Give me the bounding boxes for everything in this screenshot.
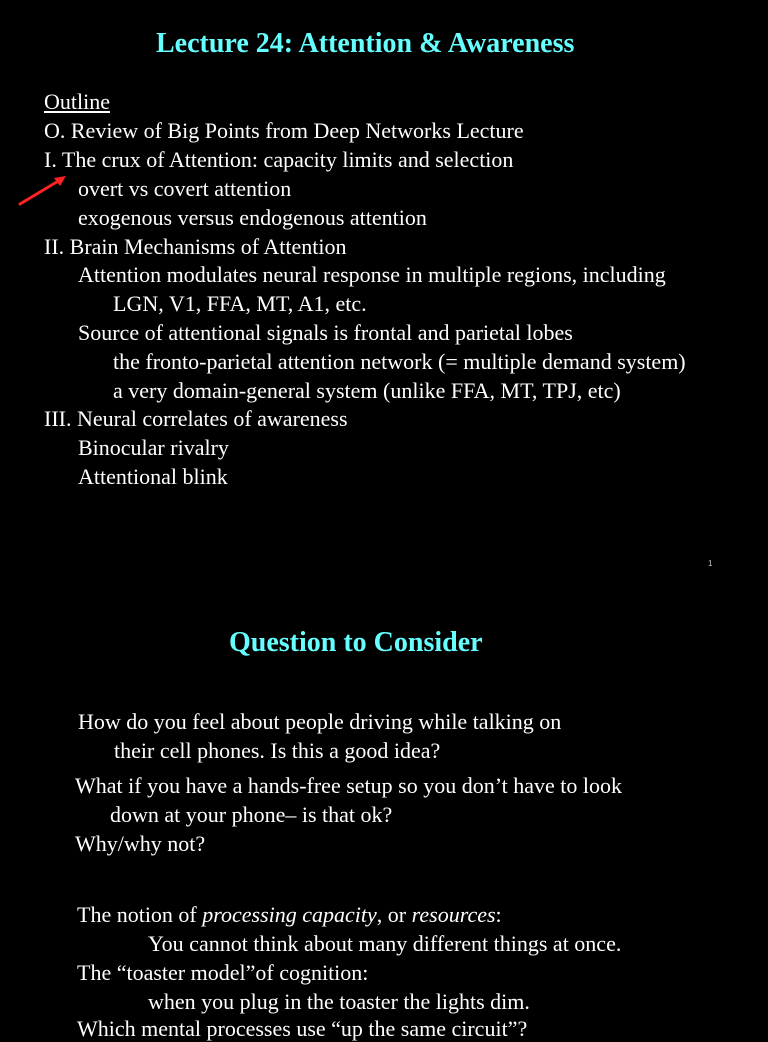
outline-line-9: a very domain-general system (unlike FFA, MT, TPJ, etc) bbox=[113, 378, 621, 403]
question2-line3: Why/why not? bbox=[75, 831, 206, 856]
slide1-title: Lecture 24: Attention & Awareness bbox=[156, 28, 575, 59]
outline-line-1: I. The crux of Attention: capacity limits and selection bbox=[44, 147, 514, 172]
toaster-line2: when you plug in the toaster the lights dim. bbox=[148, 989, 530, 1014]
outline-line-6: LGN, V1, FFA, MT, A1, etc. bbox=[113, 291, 367, 316]
question2-line1: What if you have a hands-free setup so you don’t have to look bbox=[75, 773, 623, 798]
notion-term-resources: resources bbox=[411, 902, 496, 927]
outline-line-11: Binocular rivalry bbox=[78, 435, 229, 460]
notion-prefix: The notion of bbox=[77, 902, 203, 927]
notion-term-processing-capacity: processing capacity bbox=[202, 902, 377, 927]
outline-line-0: O. Review of Big Points from Deep Networks Lecture bbox=[44, 118, 524, 143]
toaster-line1: The “toaster model”of cognition: bbox=[77, 960, 369, 985]
outline-heading: Outline bbox=[44, 89, 110, 114]
outline-line-2: overt vs covert attention bbox=[78, 176, 292, 201]
question1-line2: their cell phones. Is this a good idea? bbox=[114, 738, 441, 763]
outline-line-5: Attention modulates neural response in multiple regions, including bbox=[78, 262, 666, 287]
outline-line-7: Source of attentional signals is frontal and parietal lobes bbox=[78, 320, 573, 345]
slide-number: 1 bbox=[708, 559, 713, 568]
slide2-title: Question to Consider bbox=[229, 627, 483, 658]
outline-line-4: II. Brain Mechanisms of Attention bbox=[44, 234, 347, 259]
notion-suffix: : bbox=[495, 902, 502, 927]
outline-line-10: III. Neural correlates of awareness bbox=[44, 406, 348, 431]
notion-line bbox=[77, 902, 502, 928]
notion-mid: , or bbox=[376, 902, 412, 927]
question2-line2: down at your phone– is that ok? bbox=[110, 802, 393, 827]
notion-line2: You cannot think about many different things at once. bbox=[148, 931, 622, 956]
outline-line-12: Attentional blink bbox=[78, 464, 228, 489]
question1-line1: How do you feel about people driving while talking on bbox=[78, 709, 562, 734]
outline-line-8: the fronto-parietal attention network (= multiple demand system) bbox=[113, 349, 686, 374]
partial-cutoff-line: Which mental processes use “up the same circuit”? bbox=[77, 1016, 528, 1041]
outline-line-3: exogenous versus endogenous attention bbox=[78, 205, 427, 230]
red-arrow-icon bbox=[18, 172, 70, 208]
